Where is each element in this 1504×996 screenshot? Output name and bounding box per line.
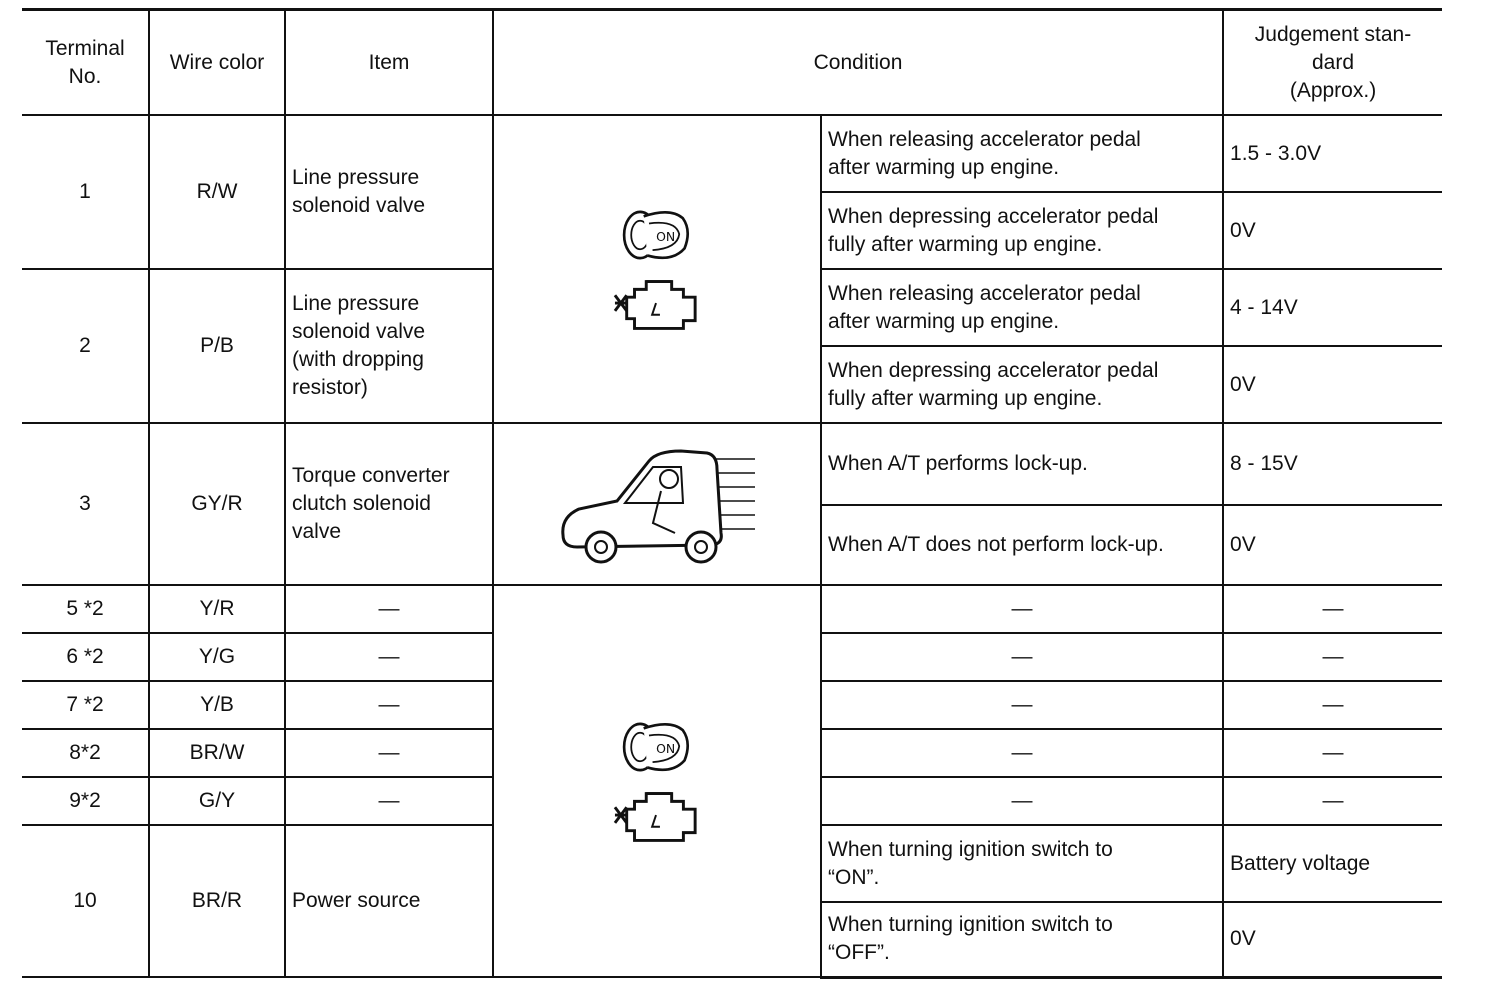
wire-color: R/W — [149, 115, 285, 269]
ignition-on-label: ON — [656, 741, 676, 757]
icon-group-ignition-engine-2 — [493, 585, 821, 977]
condition-text: When depressing accelerator pedal fully after warming up engine. — [821, 346, 1223, 423]
condition-text: When turning ignition switch to “ON”. — [821, 825, 1223, 902]
judgement-value: — — [1223, 585, 1442, 633]
item-name: Line pressure solenoid valve — [285, 115, 493, 269]
condition-text: When depressing accelerator pedal fully after warming up engine. — [821, 192, 1223, 269]
wire-color: P/B — [149, 269, 285, 423]
wire-color: GY/R — [149, 423, 285, 585]
terminal-no: 8*2 — [22, 729, 149, 777]
judgement-value: 0V — [1223, 902, 1442, 977]
terminal-no: 3 — [22, 423, 149, 585]
ignition-key-on-icon — [617, 715, 697, 779]
car-driving-icon — [557, 439, 757, 569]
header-row — [22, 10, 1442, 116]
wire-color: Y/G — [149, 633, 285, 681]
judgement-value: — — [1223, 729, 1442, 777]
terminal-no: 9*2 — [22, 777, 149, 825]
item-name: — — [285, 681, 493, 729]
header-terminal: Terminal No. — [22, 10, 149, 116]
terminal-no: 10 — [22, 825, 149, 977]
condition-text: — — [821, 633, 1223, 681]
condition-text: — — [821, 585, 1223, 633]
item-name: — — [285, 585, 493, 633]
icon-group-ignition-engine — [493, 115, 821, 423]
condition-text: When turning ignition switch to “OFF”. — [821, 902, 1223, 977]
judgement-value: 0V — [1223, 346, 1442, 423]
header-judgement: Judgement stan- dard (Approx.) — [1223, 10, 1442, 116]
terminal-no: 1 — [22, 115, 149, 269]
wire-color: BR/R — [149, 825, 285, 977]
terminal-spec-table — [22, 8, 1442, 979]
icon-group-driving — [493, 423, 821, 585]
header-item: Item — [285, 10, 493, 116]
judgement-value: 0V — [1223, 192, 1442, 269]
judgement-value: Battery voltage — [1223, 825, 1442, 902]
wire-color: BR/W — [149, 729, 285, 777]
ignition-key-on-icon — [617, 203, 697, 267]
engine-running-icon — [613, 787, 701, 847]
terminal-no: 6 *2 — [22, 633, 149, 681]
item-name: — — [285, 729, 493, 777]
engine-running-icon — [613, 275, 701, 335]
header-condition: Condition — [493, 10, 1223, 116]
terminal-no: 5 *2 — [22, 585, 149, 633]
item-name: Line pressure solenoid valve (with dropping resistor) — [285, 269, 493, 423]
condition-text: When releasing accelerator pedal after warming up engine. — [821, 115, 1223, 192]
condition-text: — — [821, 681, 1223, 729]
item-name: Torque converter clutch solenoid valve — [285, 423, 493, 585]
table-row — [22, 585, 1442, 633]
judgement-value: 8 - 15V — [1223, 423, 1442, 505]
judgement-value: — — [1223, 681, 1442, 729]
condition-text: When A/T does not perform lock-up. — [821, 505, 1223, 585]
judgement-value: — — [1223, 633, 1442, 681]
condition-text: When releasing accelerator pedal after warming up engine. — [821, 269, 1223, 346]
wire-color: G/Y — [149, 777, 285, 825]
header-wire-color: Wire color — [149, 10, 285, 116]
condition-text: — — [821, 729, 1223, 777]
terminal-no: 2 — [22, 269, 149, 423]
item-name: — — [285, 633, 493, 681]
condition-text: — — [821, 777, 1223, 825]
judgement-value: — — [1223, 777, 1442, 825]
wire-color: Y/B — [149, 681, 285, 729]
item-name: — — [285, 777, 493, 825]
judgement-value: 4 - 14V — [1223, 269, 1442, 346]
condition-text: When A/T performs lock-up. — [821, 423, 1223, 505]
terminal-no: 7 *2 — [22, 681, 149, 729]
judgement-value: 0V — [1223, 505, 1442, 585]
ignition-on-label: ON — [656, 229, 676, 245]
item-name: Power source — [285, 825, 493, 977]
wire-color: Y/R — [149, 585, 285, 633]
table-row — [22, 115, 1442, 192]
table-row — [22, 423, 1442, 505]
judgement-value: 1.5 - 3.0V — [1223, 115, 1442, 192]
